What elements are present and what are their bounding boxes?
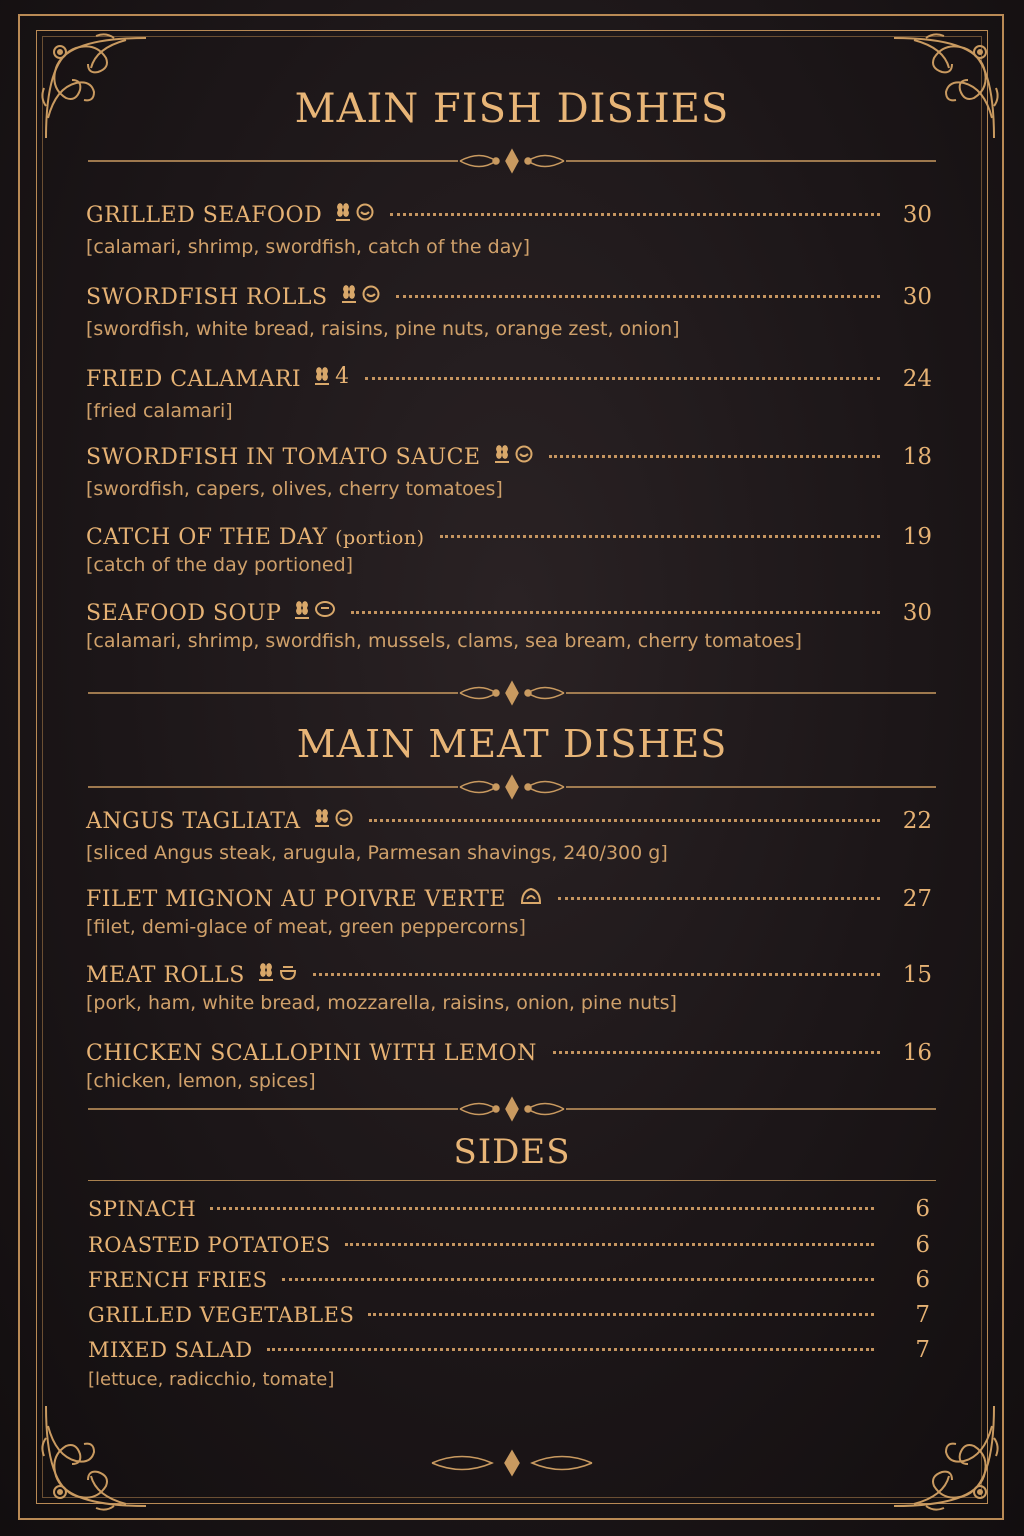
wheat-icon xyxy=(315,367,329,385)
divider-line xyxy=(88,1180,936,1181)
item-price: 19 xyxy=(902,524,932,550)
item-name: ANGUS TAGLIATA xyxy=(86,809,301,834)
wheat-icon xyxy=(342,285,356,303)
ornament-divider xyxy=(88,146,936,176)
corner-ornament-bottom-right xyxy=(884,1396,1004,1516)
item-price: 16 xyxy=(902,1040,932,1066)
bottom-ornament xyxy=(412,1448,612,1478)
item-description: [catch of the day portioned] xyxy=(86,554,354,576)
bowl-icon xyxy=(362,285,380,303)
menu-item xyxy=(88,1337,930,1390)
leader-dots xyxy=(267,1347,874,1351)
item-price: 6 xyxy=(915,1196,930,1222)
menu-item xyxy=(86,962,932,1014)
item-name: CHICKEN SCALLOPINI WITH LEMON xyxy=(86,1041,537,1066)
item-name: ROASTED POTATOES xyxy=(88,1233,331,1257)
item-price: 30 xyxy=(902,202,932,228)
corner-ornament-bottom-left xyxy=(36,1396,156,1516)
item-description: [pork, ham, white bread, mozzarella, raisins, onion, pine nuts] xyxy=(86,992,677,1014)
leader-dots xyxy=(282,1277,874,1281)
item-name: MEAT ROLLS xyxy=(86,963,245,988)
menu-item xyxy=(88,1196,930,1222)
item-name: GRILLED SEAFOOD xyxy=(86,203,323,228)
leader-dots xyxy=(368,1312,874,1316)
item-name: SWORDFISH IN TOMATO SAUCE xyxy=(86,445,481,470)
menu-item xyxy=(86,808,932,864)
bowl-icon xyxy=(356,203,374,221)
menu-item xyxy=(86,364,932,422)
item-name: CATCH OF THE DAY (portion) xyxy=(86,525,425,550)
item-description: [chicken, lemon, spices] xyxy=(86,1070,316,1092)
leader-dots xyxy=(396,294,880,298)
leader-dots xyxy=(210,1206,874,1210)
menu-item xyxy=(86,886,932,938)
item-price: 6 xyxy=(915,1232,930,1258)
item-price: 24 xyxy=(902,365,932,392)
item-name: MIXED SALAD xyxy=(88,1338,253,1362)
item-description: [swordfish, capers, olives, cherry tomatoes] xyxy=(86,478,503,500)
item-description: [calamari, shrimp, swordfish, catch of the day] xyxy=(86,236,531,258)
leader-dots xyxy=(390,212,880,216)
item-description: [swordfish, white bread, raisins, pine nuts, orange zest, onion] xyxy=(86,318,680,340)
menu-item xyxy=(86,444,932,500)
menu-item xyxy=(86,524,932,576)
item-name: GRILLED VEGETABLES xyxy=(88,1303,355,1327)
leader-dots xyxy=(440,534,880,538)
leader-dots xyxy=(558,896,880,900)
item-name: SPINACH xyxy=(88,1197,197,1221)
item-note: (portion) xyxy=(335,527,425,549)
menu-item xyxy=(88,1232,930,1258)
item-price: 27 xyxy=(902,886,932,912)
leader-dots xyxy=(549,454,880,458)
ornament-divider xyxy=(88,678,936,708)
milk-icon xyxy=(520,887,542,905)
bowl-icon xyxy=(335,809,353,827)
ornament-divider xyxy=(88,772,936,802)
item-price: 7 xyxy=(915,1337,930,1363)
leader-dots xyxy=(313,972,880,976)
section-title-meat: MAIN MEAT DISHES xyxy=(296,722,728,766)
wheat-icon xyxy=(315,809,329,827)
item-price: 30 xyxy=(902,600,932,626)
item-description: [sliced Angus steak, arugula, Parmesan shavings, 240/300 g] xyxy=(86,842,668,864)
bowl-icon xyxy=(279,963,297,981)
leader-dots xyxy=(553,1050,880,1054)
item-name: SWORDFISH ROLLS xyxy=(86,285,328,310)
leader-dots xyxy=(369,818,880,822)
item-price: 7 xyxy=(915,1302,930,1328)
menu-item xyxy=(88,1267,930,1293)
menu-item xyxy=(88,1302,930,1328)
fish-icon xyxy=(315,601,335,617)
item-price: 15 xyxy=(902,962,932,988)
item-price: 6 xyxy=(915,1267,930,1293)
item-name: FRENCH FRIES xyxy=(88,1268,268,1292)
item-name: FRIED CALAMARI xyxy=(86,366,302,392)
item-description: [fried calamari] xyxy=(86,399,233,422)
item-price: 22 xyxy=(902,808,932,834)
menu-item xyxy=(86,1040,932,1092)
wheat-icon xyxy=(336,203,350,221)
four-icon: 4 xyxy=(335,364,350,389)
menu-item xyxy=(86,600,932,652)
item-description: [lettuce, radicchio, tomate] xyxy=(88,1369,335,1390)
item-price: 30 xyxy=(902,284,932,310)
item-price: 18 xyxy=(902,444,932,470)
section-title-fish: MAIN FISH DISHES xyxy=(294,86,730,132)
wheat-icon xyxy=(295,601,309,619)
leader-dots xyxy=(345,1242,874,1246)
bowl-icon xyxy=(515,445,533,463)
leader-dots xyxy=(365,376,880,380)
menu-item xyxy=(86,202,932,258)
menu-item xyxy=(86,284,932,340)
wheat-icon xyxy=(495,445,509,463)
item-name: FILET MIGNON AU POIVRE VERTE xyxy=(86,887,506,912)
item-name: SEAFOOD SOUP xyxy=(86,601,282,626)
item-description: [calamari, shrimp, swordfish, mussels, clams, sea bream, cherry tomatoes] xyxy=(86,630,802,652)
item-description: [filet, demi-glace of meat, green peppercorns] xyxy=(86,916,526,938)
wheat-icon xyxy=(259,963,273,981)
section-title-sides: SIDES xyxy=(453,1132,571,1172)
ornament-divider xyxy=(88,1094,936,1124)
leader-dots xyxy=(351,610,880,614)
